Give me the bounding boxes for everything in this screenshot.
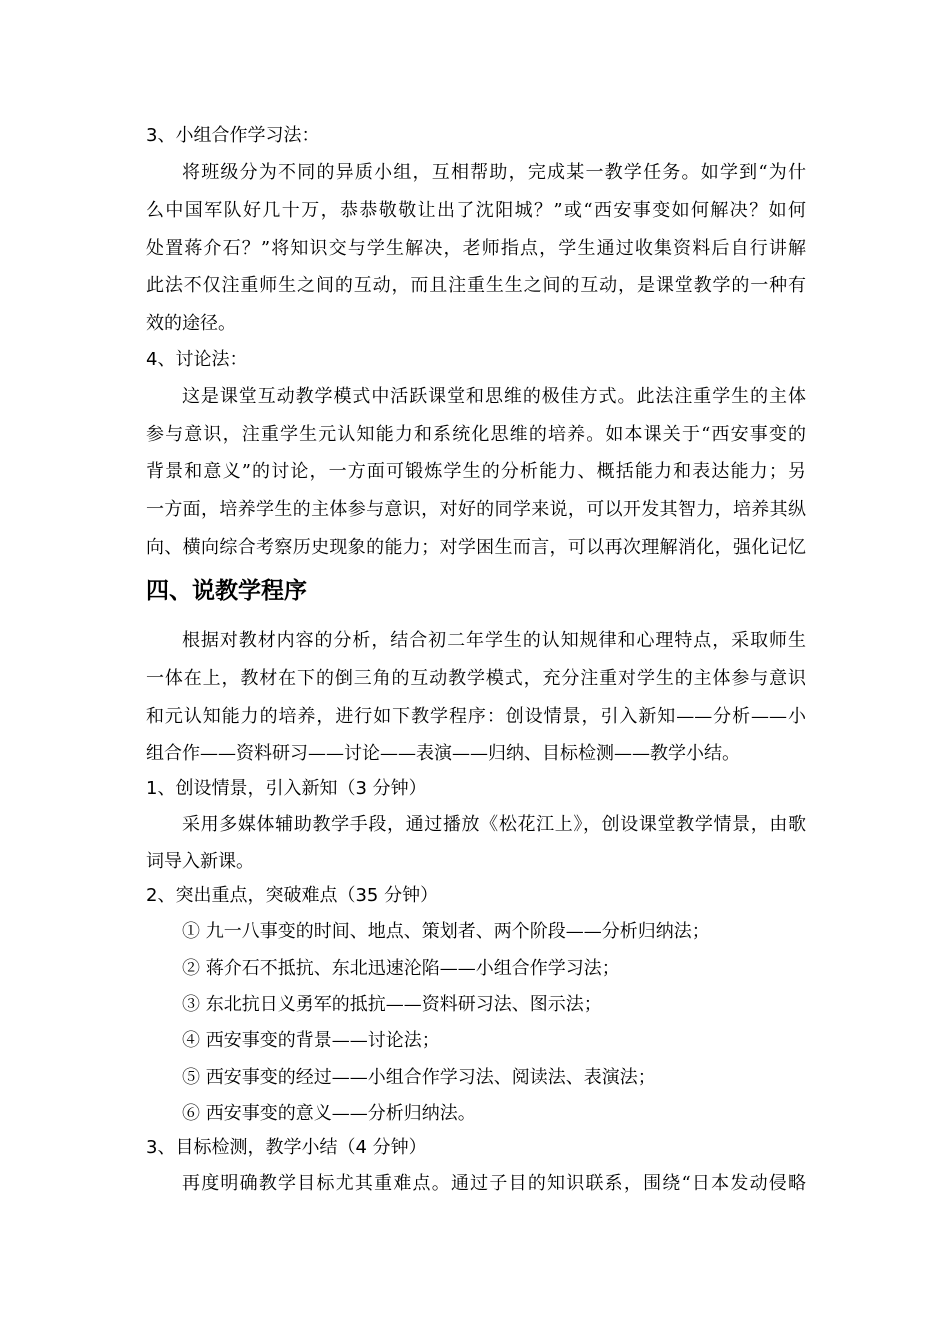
section-4-line-3: 背景和意义”的讨论，一方面可锻炼学生的分析能力、概括能力和表达能力；另 xyxy=(146,461,806,482)
section-3-line-2: 么中国军队好几十万，恭恭敬敬让出了沈阳城？”或“西安事变如何解决？如何 xyxy=(146,200,806,221)
section-3-heading: 3、小组合作学习法： xyxy=(146,125,320,146)
chapter-line-1: 根据对教材内容的分析，结合初二年学生的认知规律和心理特点，采取师生 xyxy=(182,630,806,651)
section-3-line-5: 效的途径。 xyxy=(146,313,236,334)
chapter-line-3: 和元认知能力的培养，进行如下教学程序：创设情景，引入新知——分析——小 xyxy=(146,706,806,727)
section-4-heading: 4、讨论法： xyxy=(146,349,248,370)
chapter-title: 四、说教学程序 xyxy=(146,578,307,604)
section-3-line-1: 将班级分为不同的异质小组，互相帮助，完成某一教学任务。如学到“为什 xyxy=(182,162,806,183)
step-2-item-6: ⑥ 西安事变的意义——分析归纳法。 xyxy=(182,1103,476,1124)
step-2-item-1: ① 九一八事变的时间、地点、策划者、两个阶段——分析归纳法； xyxy=(182,921,710,942)
section-4-line-5: 向、横向综合考察历史现象的能力；对学困生而言，可以再次理解消化，强化记忆 xyxy=(146,537,806,558)
step-1-line-2: 词导入新课。 xyxy=(146,851,254,872)
step-2-item-4: ④ 西安事变的背景——讨论法； xyxy=(182,1030,440,1051)
section-4-line-1: 这是课堂互动教学模式中活跃课堂和思维的极佳方式。此法注重学生的主体 xyxy=(182,386,806,407)
step-2-heading: 2、突出重点，突破难点（35 分钟） xyxy=(146,885,439,906)
chapter-line-2: 一体在上，教材在下的倒三角的互动教学模式，充分注重对学生的主体参与意识 xyxy=(146,668,806,689)
step-2-item-3: ③ 东北抗日义勇军的抵抗——资料研习法、图示法； xyxy=(182,994,602,1015)
step-1-line-1: 采用多媒体辅助教学手段，通过播放《松花江上》，创设课堂教学情景，由歌 xyxy=(182,814,806,835)
step-1-heading: 1、创设情景，引入新知（3 分钟） xyxy=(146,778,427,799)
step-3-heading: 3、目标检测，教学小结（4 分钟） xyxy=(146,1137,427,1158)
section-3-line-3: 处置蒋介石？”将知识交与学生解决，老师指点，学生通过收集资料后自行讲解 xyxy=(146,238,806,259)
step-2-item-5: ⑤ 西安事变的经过——小组合作学习法、阅读法、表演法； xyxy=(182,1067,656,1088)
chapter-line-4: 组合作——资料研习——讨论——表演——归纳、目标检测——教学小结。 xyxy=(146,743,740,764)
step-2-item-2: ② 蒋介石不抵抗、东北迅速沦陷——小组合作学习法； xyxy=(182,958,620,979)
step-3-line-1: 再度明确教学目标尤其重难点。通过子目的知识联系，围绕“日本发动侵略 xyxy=(182,1173,806,1194)
section-4-line-4: 一方面，培养学生的主体参与意识，对好的同学来说，可以开发其智力，培养其纵 xyxy=(146,499,806,520)
section-3-line-4: 此法不仅注重师生之间的互动，而且注重生生之间的互动，是课堂教学的一种有 xyxy=(146,275,806,296)
section-4-line-2: 参与意识，注重学生元认知能力和系统化思维的培养。如本课关于“西安事变的 xyxy=(146,424,806,445)
